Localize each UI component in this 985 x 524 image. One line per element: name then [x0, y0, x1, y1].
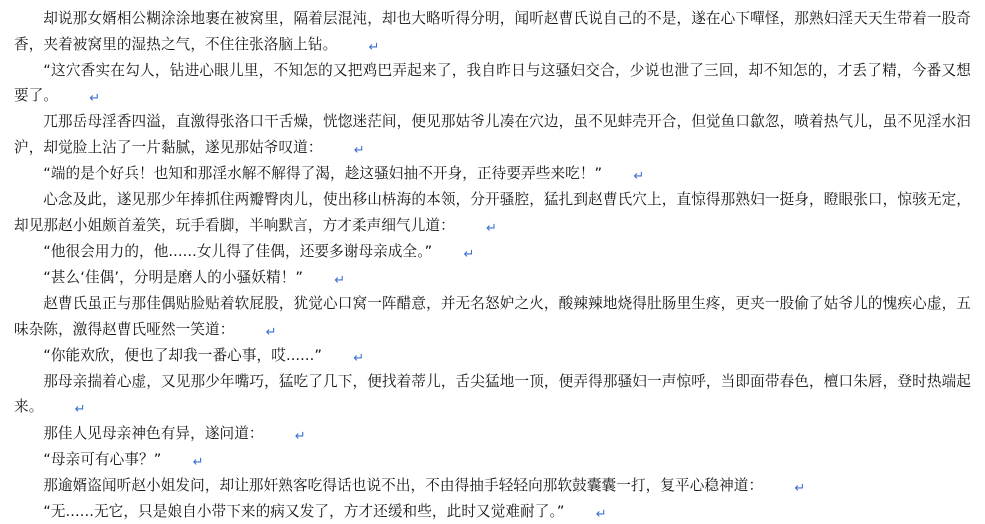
paragraph	[14, 58, 971, 109]
paragraph	[14, 447, 971, 473]
paragraph	[14, 499, 971, 524]
paragraph-mark-icon: ↵	[595, 506, 607, 522]
paragraph-text: 兀那岳母淫香四溢，直激得张洛口干舌燥，恍惚迷茫间，便见那姑爷儿凑在穴边，虽不见蚌壳开合，但觉鱼口歙忽，喷着热气儿，虽不见淫水汩沪，却觉脸上沾了一片黏腻，遂见那姑爷叹道：	[14, 113, 971, 156]
paragraph-text: “端的是个好兵！也知和那淫水解不解得了渴，趁这骚妇抽不开身，正待要弄些来吃！”	[43, 165, 603, 183]
paragraph	[14, 473, 971, 499]
paragraph-list	[14, 6, 971, 524]
paragraph-text: “母亲可有心事？”	[43, 450, 162, 468]
paragraph-mark-icon: ↵	[89, 91, 101, 107]
paragraph	[14, 265, 971, 291]
paragraph-text: “无......无它，只是娘自小带下来的病又发了，方才还缓和些，此时又觉难耐了。”	[43, 502, 565, 520]
paragraph-text: 那逾婿盗闻听赵小姐发问，却让那奸熟客吃得话也说不出，不由得抽手轻轻向那软鼓囊囊一打，复平心稳神道：	[43, 476, 764, 494]
paragraph-text: “他很会用力的，他......女儿得了佳偶，还要多谢母亲成全。”	[43, 242, 433, 260]
paragraph-mark-icon: ↵	[74, 402, 86, 418]
paragraph-mark-icon: ↵	[463, 246, 475, 262]
paragraph-text: 那佳人见母亲神色有异，遂问道：	[43, 424, 264, 442]
paragraph	[14, 421, 971, 447]
paragraph-mark-icon: ↵	[794, 480, 806, 496]
paragraph-mark-icon: ↵	[353, 142, 365, 158]
paragraph-mark-icon: ↵	[633, 169, 645, 185]
paragraph	[14, 291, 971, 342]
paragraph	[14, 239, 971, 265]
paragraph	[14, 187, 971, 238]
paragraph-text: 那母亲揣着心虚，又见那少年嘴巧，猛吃了几下，便找着蒂儿，舌尖猛地一顶，便弄得那骚妇一声惊呼，当即面带春色，檀口朱唇，登时热端起来。	[14, 372, 971, 416]
paragraph	[14, 109, 971, 160]
paragraph-mark-icon: ↵	[294, 428, 306, 444]
paragraph-mark-icon: ↵	[486, 220, 498, 236]
paragraph-text: 却说那女婿相公糊涂涂地裹在被窝里，隔着层混沌，却也大略听得分明，闻听赵曹氏说自己的不是，遂在心下嘽怪，那熟妇淫天天生带着一股奇香，夹着被窝里的湿热之气，不住往张洛脑上钻。	[14, 10, 971, 53]
paragraph-text: “甚么‘佳偶’，分明是磨人的小骚妖精！”	[43, 268, 304, 286]
paragraph-text: “你能欢欣，便也了却我一番心事，哎......”	[43, 346, 323, 364]
paragraph-text: 赵曹氏虽正与那佳偶贴脸贴着软屁股，犹觉心口窝一阵醋意，并无名怒妒之火，酸辣辣地烧得肚肠里生疼，更夹一股偷了姑爷儿的愧疾心虚，五味杂陈，激得赵曹氏哑然一笑道：	[14, 295, 971, 338]
paragraph	[14, 6, 971, 57]
paragraph-mark-icon: ↵	[334, 272, 346, 288]
paragraph	[14, 369, 971, 420]
paragraph-mark-icon: ↵	[265, 324, 277, 340]
paragraph-mark-icon: ↵	[192, 454, 204, 470]
paragraph-text: 心念及此，遂见那少年捧抓住两瓣臀肉儿，使出移山枿海的本领，分开骚腔，猛扎到赵曹氏穴上，直惊得那熟妇一挺身，瞪眼张口，惊骇无定，却见那赵小姐颇首羞笑，玩手看脚，半响默言，方才柔声细气儿道：	[14, 191, 971, 234]
paragraph-mark-icon: ↵	[368, 39, 380, 55]
paragraph-mark-icon: ↵	[353, 350, 365, 366]
paragraph	[14, 161, 971, 187]
paragraph	[14, 343, 971, 369]
paragraph-text: “这穴香实在勾人，钻进心眼儿里，不知怎的又把鸡巴弄起来了，我自昨日与这骚妇交合，少说也泄了三回，却不知怎的，才丢了精，今番又想要了。	[14, 61, 971, 105]
